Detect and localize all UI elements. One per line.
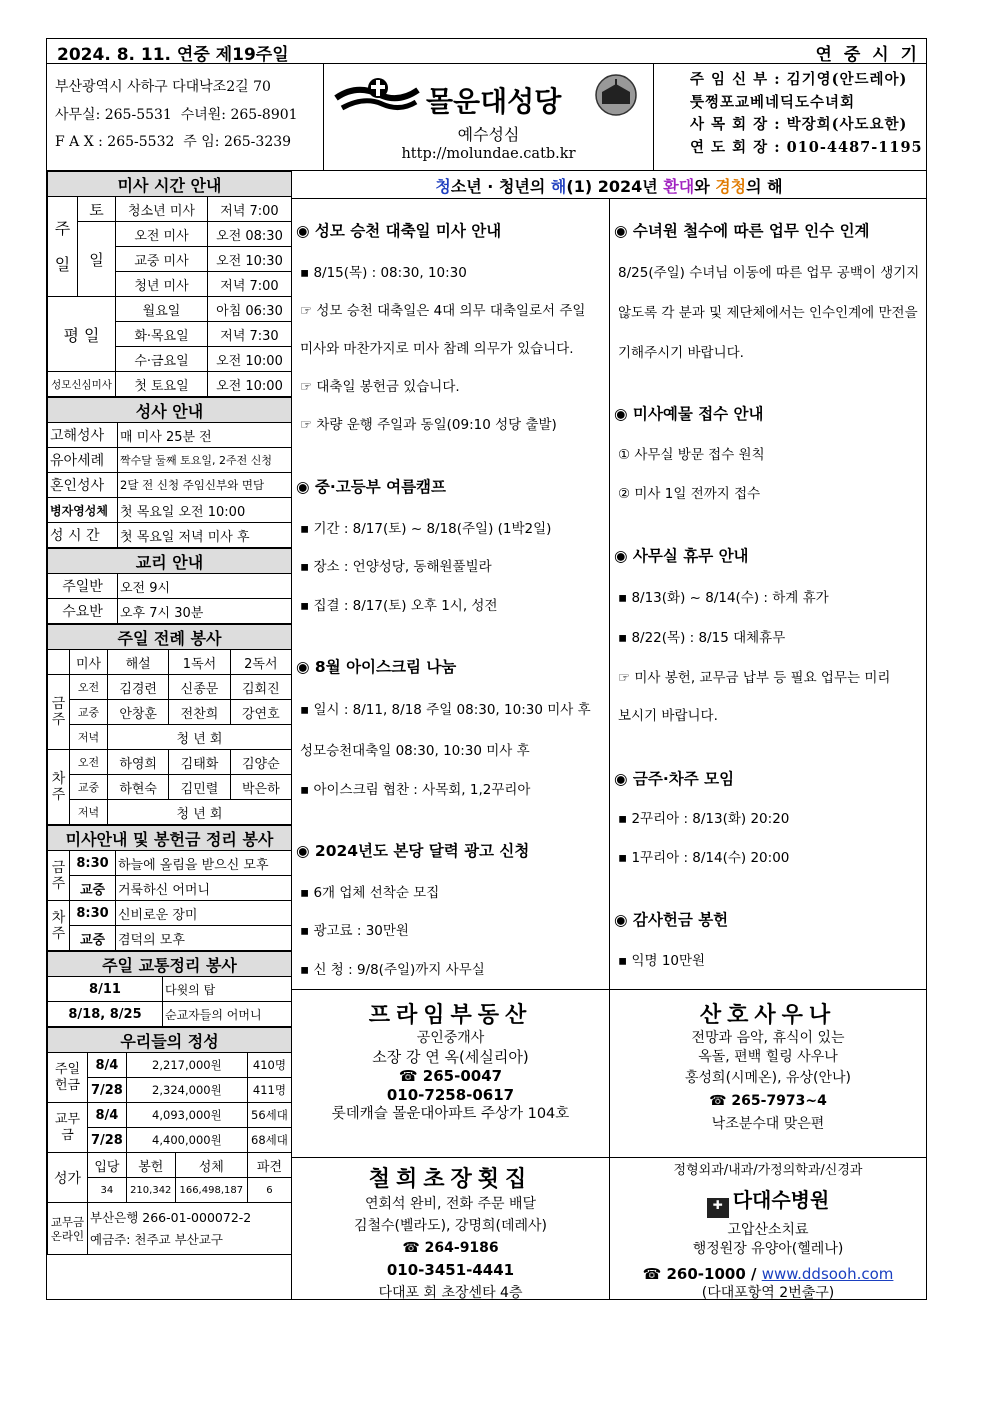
notice-assumption: ◉ 성모 승천 대축일 미사 안내 [296,222,502,240]
address: 부산광역시 사하구 다대낙조2길 70 [55,79,271,95]
notice-meetings: ◉ 금주·차주 모임 [614,770,735,788]
pastor: 주 임 신 부 : 김기영(안드레아) [690,71,908,88]
church-building-icon [592,74,640,116]
notice-summer-camp: ◉ 중·고등부 여름캠프 [296,478,446,496]
sisters: 툿쩡포교베네딕도수녀회 [690,93,856,111]
parish-url[interactable]: http://molundae.catb.kr [401,146,576,162]
liturgical-season: 연 중 시 기 [815,45,920,65]
church-logo-icon [334,76,420,116]
notice-thanks-offering: ◉ 감사헌금 봉헌 [614,911,729,929]
sister-phone: 수녀원: 265-8901 [180,106,298,123]
liturgy-table: 주일 전례 봉사 미사 해설 1독서 2독서 금주 오전 김경련 신종문 김회진 교중 안창훈 전찬희 강연호 저녁 청 년 회 차주 오전 하영희 김태화 김양순 교중 하현숙 김민렬 박은하 저녁 청 년 회 [47,624,292,825]
account-holder: 예금주: 천주교 부산교구 [90,1231,223,1247]
hospital-url[interactable]: www.ddsooh.com [761,1265,894,1283]
bulletin-page [46,38,927,1300]
traffic-table: 주일 교통정리 봉사 8/11 다윗의 탑 8/18, 8/25 순교자들의 어머니 [47,951,292,1027]
catechism-table: 교리 안내 주일반 오전 9시 수요반 오후 7시 30분 [47,548,292,624]
ad-sauna: 산호사우나 전망과 음악, 휴식이 있는 옥돌, 편백 힐링 사우나 홍성희(시메온), 유상(안나) ☎ 265-7973~4 낙조분수대 맞은편 [610,989,926,1157]
theme-banner: 청소년 · 청년의 해(1) 2024년 환대와 경청의 해 [292,171,926,199]
mass-title: 미사 시간 안내 [48,172,292,197]
offering-service-table: 미사안내 및 봉헌금 정리 봉사 금주 8:30 하늘에 올림을 받으신 모후 교중 거룩하신 어머니 차주 8:30 신비로운 장미 교중 겸덕의 모후 [47,825,292,951]
contact-block [47,64,324,171]
ad-real-estate: 프라임부동산 공인중개사 소장 강 연 옥(세실리아) ☎ 265-0047 010-7258-0617 롯데캐슬 몰운대아파트 주상가 104호 [292,989,610,1157]
announcements-middle: ◉ 성모 승천 대축일 미사 안내 ▪ 8/15(목) : 08:30, 10:30 ☞ 성모 승천 대축일은 4대 의무 대축일로서 주일 미사와 마찬가지로 미사 참례 의무가 있습니다. ☞ 대축일 봉헌금 있습니다. ☞ 차량 운행 주일과 동일(09:10 성당 출발) ◉ 중·고등부 여름캠프 ▪ 기간 : 8/17(토) ~ 8/18(주일) (1박2일) ▪ 장소 : 언양성당, 동해원풀빌라 ▪ 집결 : 8/17(토) 오후 1시, 성전 ◉ 8월 아이스크림 나눔 ▪ 일시 : 8/11, 8/18 주일 08:30, 10:30 미사 후 성모승천대축일 08:30, 10:30 미사 후 ▪ 아이스크림 협찬 : 사목회, 1,2꾸리아 ◉ 2024년도 본당 달력 광고 신청 ▪ 6개 업체 선착순 모집 ▪ 광고료 : 30만원 ▪ 신 청 : 9/8(주일)까지 사무실 [292,199,610,989]
hospital-logo-icon: ✚ [707,1198,729,1218]
ad-hospital: 정형외과/내과/가정의학과/신경과 ✚ 다대수병원 고압산소치료 행정원장 유양아(헬레나) ☎ 260-1000 / www.ddsooh.com (다대포항역 2번출구) [610,1157,926,1299]
fax: F A X : 265-5532 [55,134,175,150]
title-bar [47,39,926,64]
notice-icecream: ◉ 8월 아이스크림 나눔 [296,658,457,676]
youth-chair: 연 도 회 장 : 010-4487-1195 [690,138,923,156]
notice-calendar-ads: ◉ 2024년도 본당 달력 광고 신청 [296,842,530,860]
church-name: 몰운대성당 [426,85,562,118]
ad-sashimi: 철희초장횟집 연회석 완비, 전화 주문 배달 김철수(벨라도), 강명희(데레사) ☎ 264-9186 010-3451-4441 다대포 회 초장센타 4층 [292,1157,610,1299]
notice-handover: ◉ 수녀원 철수에 따른 업무 인수 인계 [614,222,870,240]
mass-times-table: 미사 시간 안내 주 일 토 청소년 미사 저녁 7:00 일 오전 미사 오전 08:30 교중 미사 오전 10:30 청년 미사 저녁 7:00 평 일 월요일 아침 06:30 화·목요일 저녁 7:30 수·금요일 오전 10:00 성모신심미사 첫 토요일 오전 10:00 [47,171,292,397]
devotion-table: 우리들의 정성 주일헌금 8/4 2,217,000원 410명 7/28 2,324,000원 411명 교무금 8/4 4,093,000원 56세대 7/28 4,400,000원 68세대 성가 입당 봉헌 성체 파견 34 210,342 166,498,187 6 교무금온라인 부산은행 266-01-000072-2 예금주: 천주교 부산교구 [47,1027,292,1255]
pastor-phone: 주 임: 265-3239 [183,134,292,150]
announcements-right: ◉ 수녀원 철수에 따른 업무 인수 인계 8/25(주일) 수녀님 이동에 따른 업무 공백이 생기지 않도록 각 분과 및 제단체에서는 인수인계에 만전을 기해주시기 바랍니다. ◉ 미사예물 접수 안내 ① 사무실 방문 접수 원칙 ② 미사 1일 전까지 접수 ◉ 사무실 휴무 안내 ▪ 8/13(화) ~ 8/14(수) : 하계 휴가 ▪ 8/22(목) : 8/15 대체휴무 ☞ 미사 봉헌, 교무금 납부 등 필요 업무는 미리 보시기 바랍니다. ◉ 금주·차주 모임 ▪ 2꾸리아 : 8/13(화) 20:20 ▪ 1꾸리아 : 8/14(수) 20:00 ◉ 감사헌금 봉헌 ▪ 익명 10만원 [610,199,926,989]
left-column [47,171,292,1299]
bulletin-date: 2024. 8. 11. 연중 제19주일 [57,45,289,65]
office-phone: 사무실: 265-5531 [55,106,172,123]
staff-block [654,64,926,171]
notice-office-closed: ◉ 사무실 휴무 안내 [614,547,749,565]
bank-account[interactable]: 부산은행 266-01-000072-2 [90,1209,252,1225]
sacraments-table: 성사 안내 고해성사 매 미사 25분 전 유아세례 짝수달 둘째 토요일, 2주전 신청 혼인성사 2달 전 신청 주임신부와 면담 병자영성체 첫 목요일 오전 10:00 성 시 간 첫 목요일 저녁 미사 후 [47,397,292,548]
notice-mass-offering: ◉ 미사예물 접수 안내 [614,405,764,423]
parish-motto: 예수성심 [457,125,520,144]
council-chair: 사 목 회 장 : 박장희(사도요한) [690,116,908,133]
church-header [324,64,654,171]
